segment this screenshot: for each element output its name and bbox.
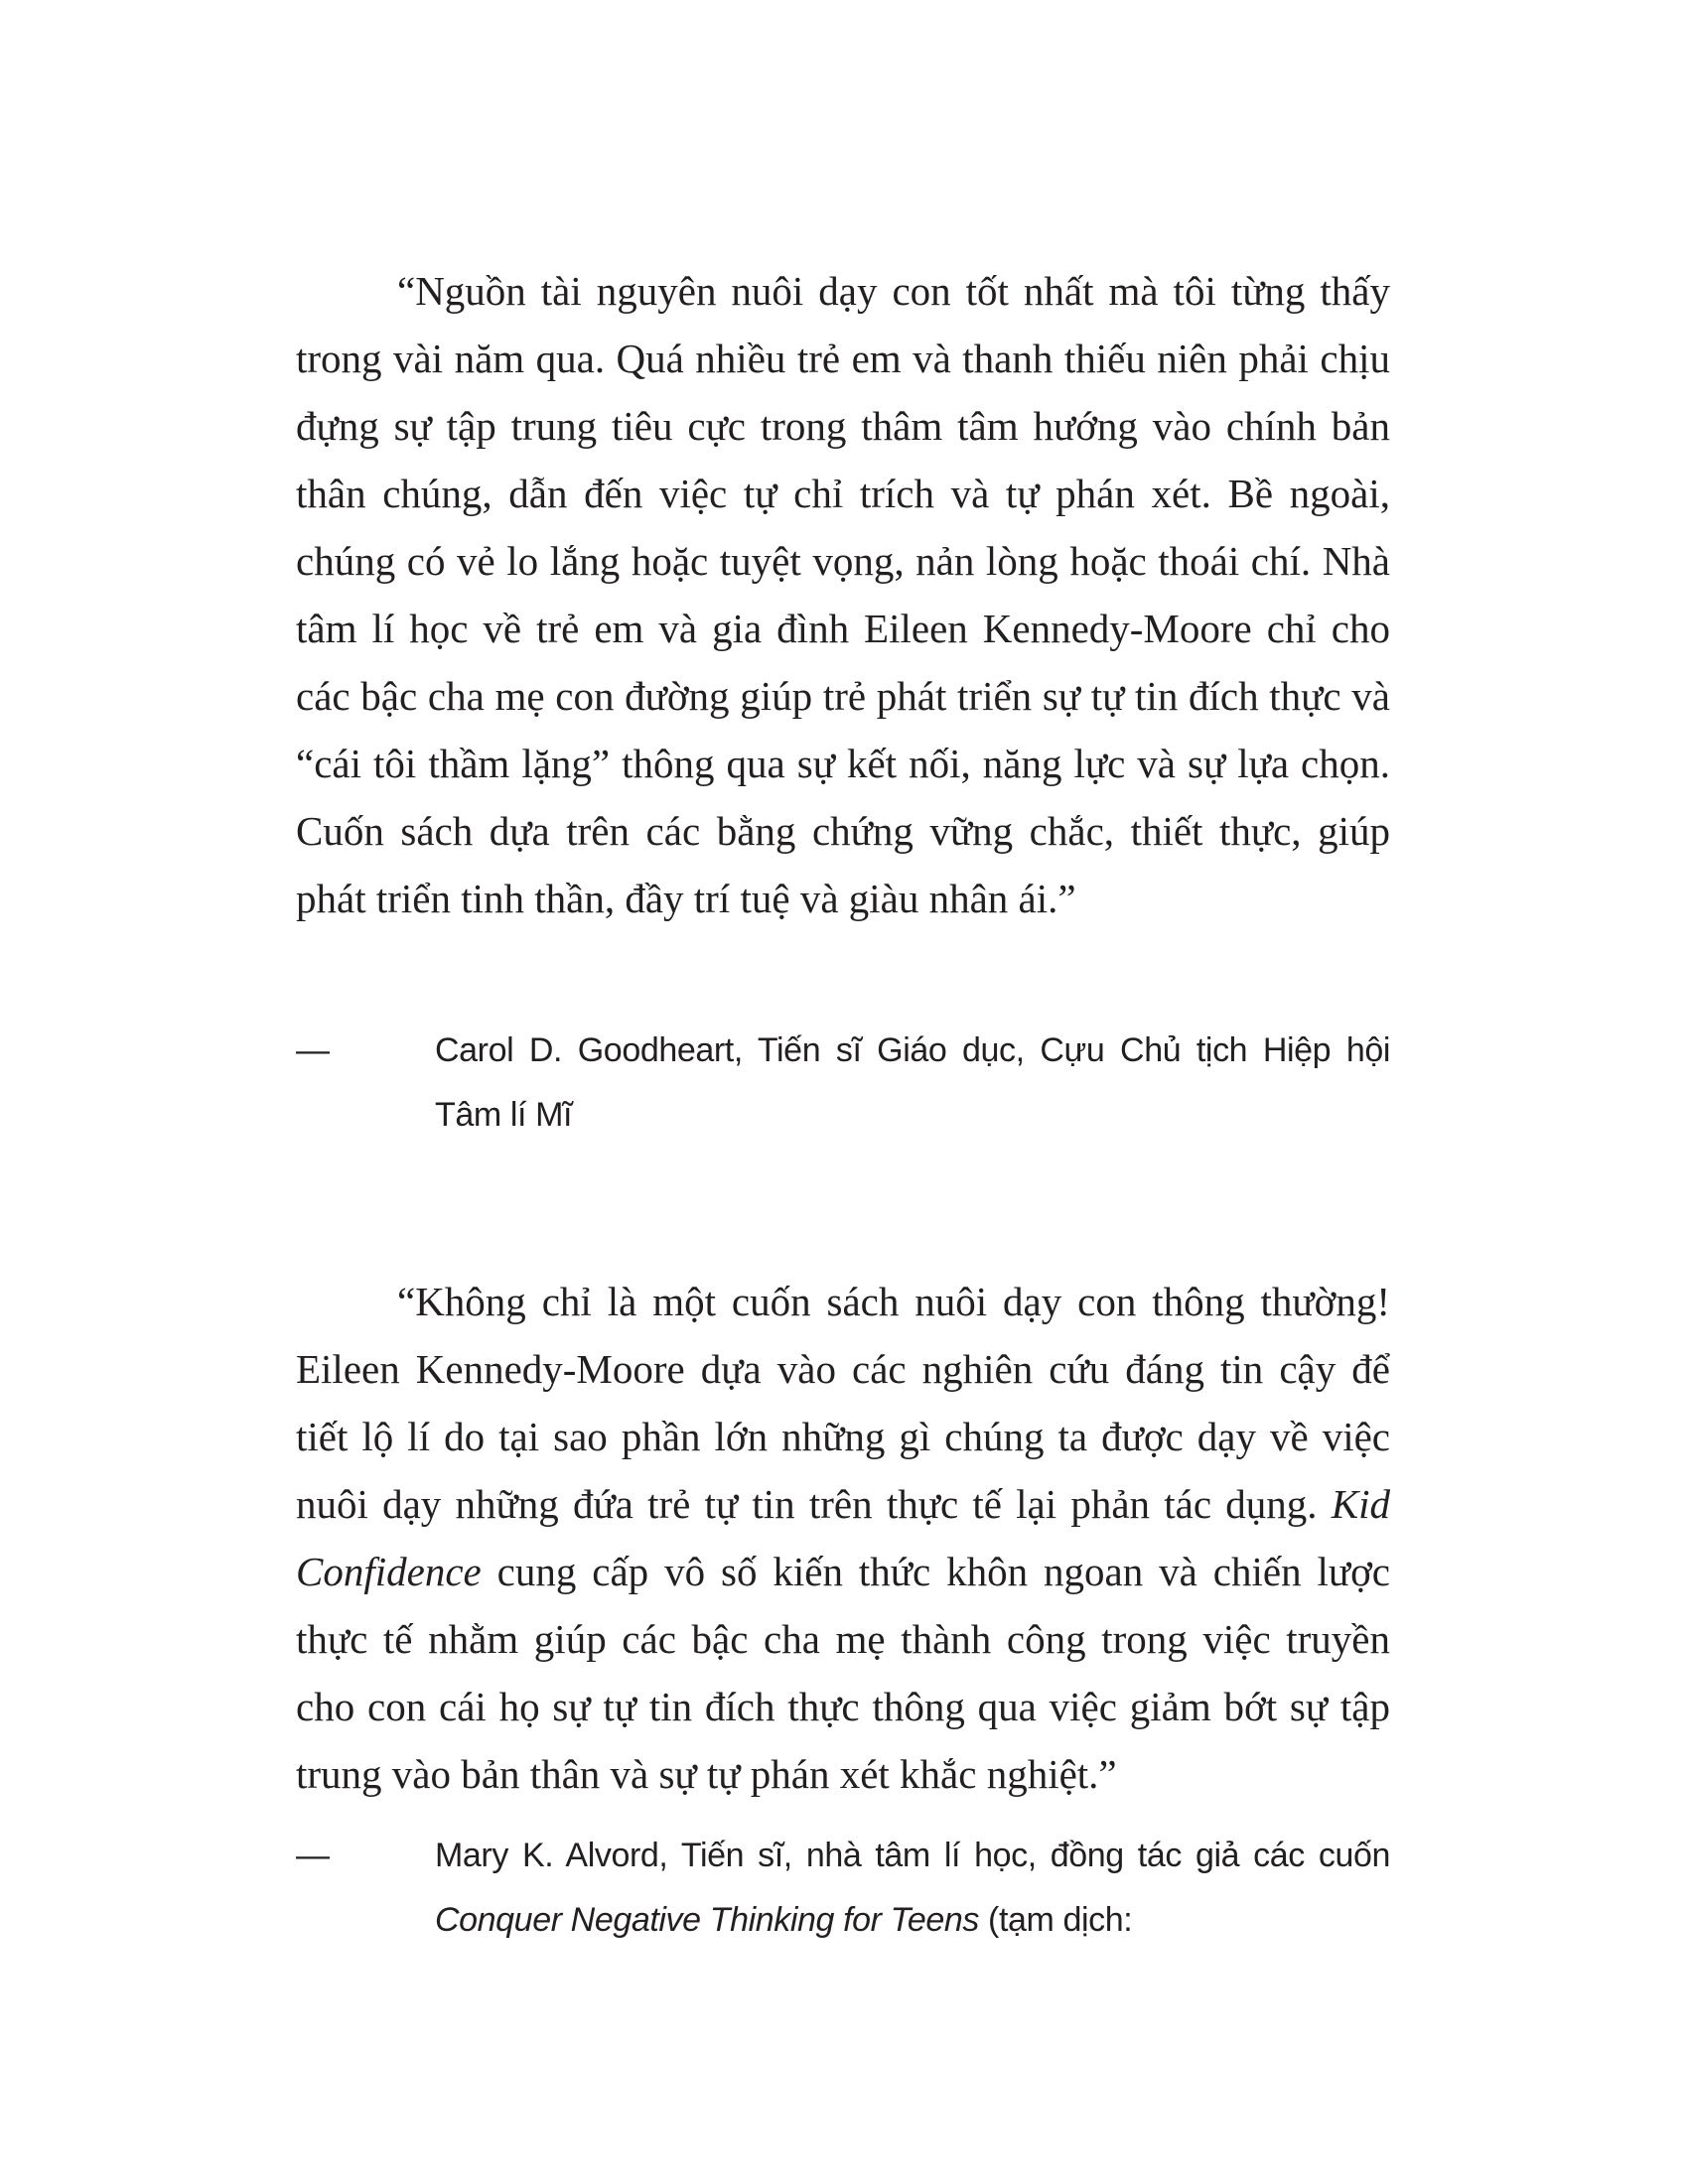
quote-text: “Nguồn tài nguyên nuôi dạy con tốt nhất mà tôi từng thấy trong vài năm qua. Quá nhiều trẻ em và thanh thiếu niên phải chịu đựng sự tập trung tiêu cực trong thâm tâm hướng vào chính bản thân chúng, dẫn đến việc tự chỉ trích và tự phán xét. Bề ngoài, chúng có vẻ lo lắng hoặc tuyệt vọng, nản lòng hoặc thoái chí. Nhà tâm lí học về trẻ em và gia đình Eileen Kennedy-Moore chỉ cho các bậc cha mẹ con đường giúp trẻ phát triển sự tự tin đích thực và “cái tôi thầm lặng” thông qua sự kết nối, năng lực và sự lựa chọn. Cuốn sách dựa trên các bằng chứng vững chắc, thiết thực, giúp phát triển tinh thần, đầy trí tuệ và giàu nhân ái.” [296,268,1390,921]
testimonial-attribution [296,1019,1390,1148]
quote-text-part: cung cấp vô số kiến thức khôn ngoan và chiến lược thực tế nhằm giúp các bậc cha mẹ thành công trong việc truyền cho con cái họ sự tự tin đích thực thông qua việc giảm bớt sự tập trung vào bản thân và sự tự phán xét khắc nghiệt.” [296,1549,1390,1797]
em-dash: — [296,1837,330,1874]
em-dash: — [296,1031,330,1069]
attribution-text-part: (tạm dịch: [988,1901,1133,1939]
testimonial-quote [296,1268,1390,1808]
attribution-text: Carol D. Goodheart, Tiến sĩ Giáo dục, Cựu Chủ tịch Hiệp hội Tâm lí Mĩ [435,1031,1390,1134]
book-title: Conquer Negative Thinking for Teens [435,1901,979,1939]
testimonial-quote [296,257,1390,932]
book-title: Kid Confidence [296,1481,1390,1594]
testimonial-attribution [296,1824,1390,1953]
quote-text-part: “Không chỉ là một cuốn sách nuôi dạy con thông thường! Eileen Kennedy-Moore dựa vào các nghiên cứu đáng tin cậy để tiết lộ lí do tại sao phần lớn những gì chúng ta được dạy về việc nuôi dạy những đứa trẻ tự tin trên thực tế lại phản tác dụng. [296,1279,1390,1527]
book-page [296,0,1390,2184]
attribution-text-part: Mary K. Alvord, Tiến sĩ, nhà tâm lí học, đồng tác giả các cuốn [435,1837,1390,1874]
